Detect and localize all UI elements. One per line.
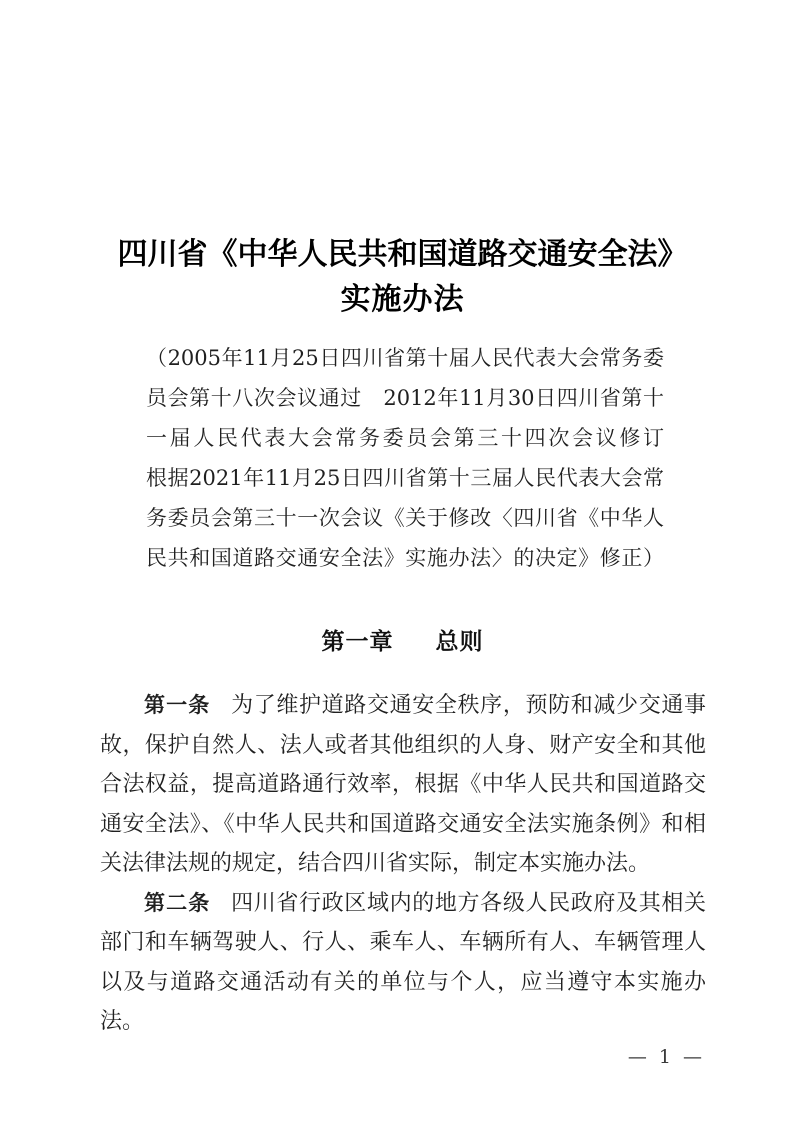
preamble-paragraph-1: （2005年11月25日四川省第十届人民代表大会常务委员会第十八次会议通过 2012年11月30日四川省第十一届人民代表大会常务委员会第三十四次会议修订 <box>146 346 664 450</box>
preamble-paragraph-2: 根据2021年11月25日四川省第十三届人民代表大会常务委员会第三十一次会议《关于修改〈四川省《中华人民共和国道路交通安全法》实施办法〉的决定》修正） <box>146 466 664 570</box>
document-title-line-1: 四川省《中华人民共和国道路交通安全法》 <box>117 237 688 273</box>
article-number: 第二条 <box>144 890 211 915</box>
chapter-heading <box>100 625 705 659</box>
document-title-line-2: 实施办法 <box>340 282 465 318</box>
article-text: 四川省行政区域内的地方各级人民政府及其相关部门和车辆驾驶人、行人、乘车人、车辆所有人、车辆管理人以及与道路交通活动有关的单位与个人，应当遵守本实施办法。 <box>100 890 706 1034</box>
document-title <box>100 232 705 322</box>
article-list <box>100 686 706 1042</box>
article-text: 为了维护道路交通安全秩序，预防和减少交通事故，保护自然人、法人或者其他组织的人身、财产安全和其他合法权益，提高道路通行效率，根据《中华人民共和国道路交通安全法》、《中华人民共和国道路交通安全法实施条例》和相关法律法规的规定，结合四川省实际，制定本实施办法。 <box>100 693 706 876</box>
article-number: 第一条 <box>144 693 211 717</box>
article-item <box>100 686 706 884</box>
article-item <box>100 884 706 1042</box>
chapter-number: 第一章 <box>321 629 394 656</box>
chapter-name: 总则 <box>435 629 484 656</box>
page-number: — 1 — <box>627 1046 705 1068</box>
enactment-preamble <box>146 338 664 578</box>
